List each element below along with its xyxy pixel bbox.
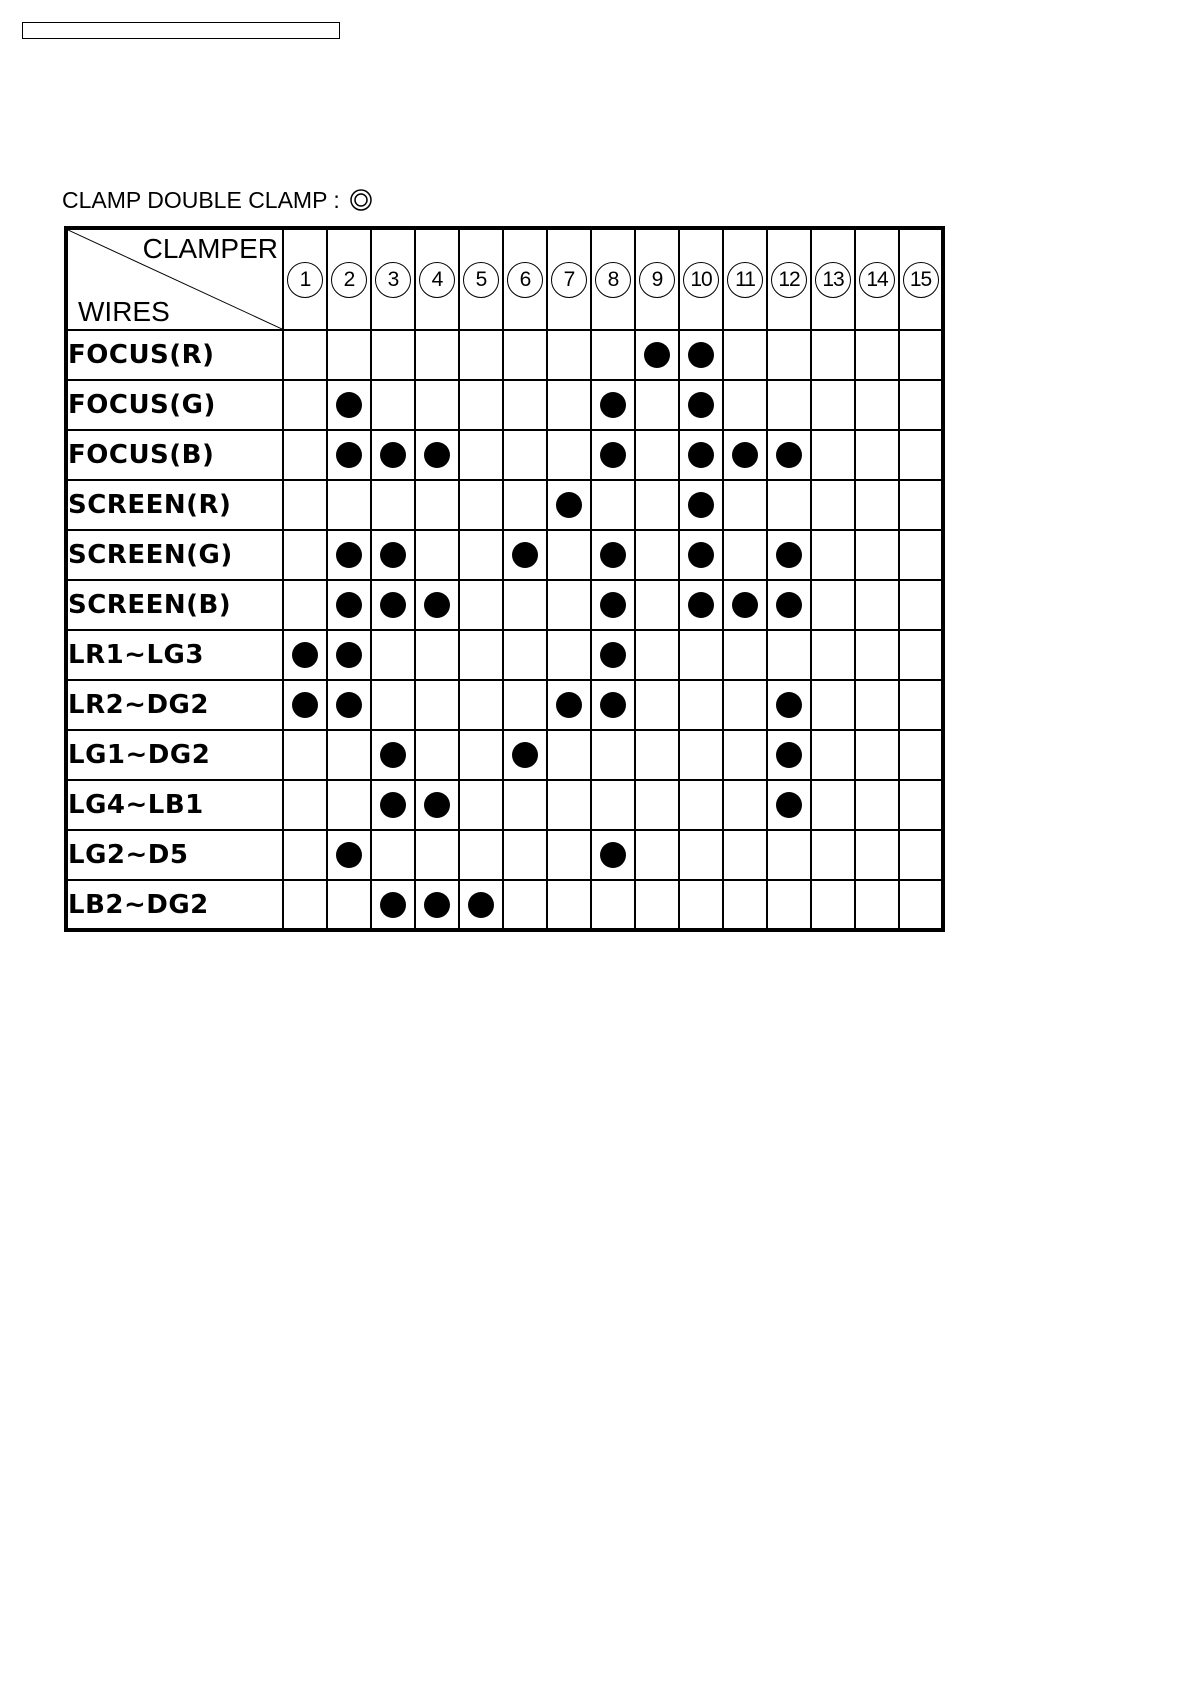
clamp-cell [723,630,767,680]
clamp-cell [327,580,371,630]
clamp-cell [855,730,899,780]
clamp-cell [459,680,503,730]
clamp-cell [415,530,459,580]
clamp-cell [679,380,723,430]
clamp-cell [899,630,943,680]
clamp-cell [503,680,547,730]
clamp-cell [503,480,547,530]
table-row [66,730,943,780]
clamp-cell [591,330,635,380]
clamp-cell [899,480,943,530]
clamp-cell [459,430,503,480]
clamp-cell [415,330,459,380]
clamp-cell [547,780,591,830]
clamper-number: 4 [419,262,455,298]
clamp-cell [899,330,943,380]
clamp-cell [503,580,547,630]
clamp-cell [503,780,547,830]
clamp-dot-icon [336,592,362,618]
clamp-dot-icon [424,592,450,618]
clamp-cell [855,380,899,430]
clamp-cell [855,680,899,730]
clamp-cell [327,730,371,780]
clamp-cell [635,430,679,480]
clamp-dot-icon [336,692,362,718]
clamp-cell [591,380,635,430]
clamper-column-header [459,228,503,330]
clamp-cell [459,480,503,530]
clamp-cell [679,580,723,630]
clamper-number: 8 [595,262,631,298]
clamp-cell [371,530,415,580]
clamp-dot-icon [512,742,538,768]
clamp-cell [503,430,547,480]
clamper-column-header [547,228,591,330]
clamp-cell [767,780,811,830]
clamp-cell [635,380,679,430]
clamp-dot-icon [600,642,626,668]
wire-name: LB2~DG2 [66,880,283,930]
clamp-dot-icon [644,342,670,368]
clamp-cell [371,730,415,780]
clamp-cell [283,480,327,530]
corner-header-cell [66,228,283,330]
clamp-cell [679,780,723,830]
clamper-number: 11 [727,262,763,298]
clamp-cell [679,480,723,530]
clamp-cell [415,730,459,780]
clamp-cell [415,880,459,930]
clamp-cell [327,430,371,480]
clamp-cell [371,880,415,930]
clamp-cell [855,630,899,680]
clamp-cell [459,880,503,930]
clamper-column-header [855,228,899,330]
clamp-cell [767,480,811,530]
wire-name: LG1~DG2 [66,730,283,780]
clamp-cell [811,680,855,730]
clamp-cell [591,880,635,930]
table-row [66,380,943,430]
clamp-cell [767,730,811,780]
clamp-cell [679,730,723,780]
clamp-cell [767,330,811,380]
clamp-cell [503,330,547,380]
clamp-cell [767,680,811,730]
clamper-number: 7 [551,262,587,298]
clamp-cell [459,380,503,430]
clamper-number: 15 [903,262,939,298]
clamp-dot-icon [424,892,450,918]
clamper-label: CLAMPER [142,233,278,264]
clamp-cell [899,380,943,430]
clamp-cell [371,480,415,530]
table-header-row [66,228,943,330]
clamper-column-header [811,228,855,330]
clamp-cell [503,530,547,580]
table-body [66,330,943,930]
clamp-cell [547,880,591,930]
clamp-cell [635,530,679,580]
clamp-cell [899,830,943,880]
clamp-cell [327,480,371,530]
clamp-cell [547,330,591,380]
clamp-cell [635,330,679,380]
clamp-dot-icon [468,892,494,918]
clamp-cell [371,780,415,830]
clamp-cell [459,730,503,780]
clamp-cell [459,580,503,630]
clamp-cell [679,430,723,480]
clamp-cell [459,330,503,380]
clamp-cell [371,580,415,630]
clamp-cell [591,730,635,780]
clamp-cell [503,880,547,930]
clamp-cell [899,680,943,730]
clamp-dot-icon [292,642,318,668]
clamp-cell [811,730,855,780]
clamp-cell [503,730,547,780]
clamp-cell [635,730,679,780]
clamp-dot-icon [776,592,802,618]
wire-name: SCREEN(R) [66,480,283,530]
clamp-cell [855,530,899,580]
clamp-cell [855,580,899,630]
clamper-column-header [283,228,327,330]
double-circle-icon [350,189,372,211]
clamp-cell [547,630,591,680]
clamp-cell [899,730,943,780]
clamp-dot-icon [336,442,362,468]
wire-name: SCREEN(G) [66,530,283,580]
clamp-cell [591,480,635,530]
clamp-cell [283,780,327,830]
clamper-column-header [371,228,415,330]
clamp-dot-icon [688,442,714,468]
clamp-cell [327,830,371,880]
clamp-dot-icon [336,842,362,868]
header-box [22,22,340,39]
table-row [66,680,943,730]
clamp-cell [371,330,415,380]
clamper-column-header [503,228,547,330]
clamp-cell [591,680,635,730]
clamp-dot-icon [424,792,450,818]
clamp-dot-icon [688,342,714,368]
clamp-cell [723,430,767,480]
clamp-cell [547,430,591,480]
clamp-dot-icon [688,542,714,568]
clamp-cell [811,330,855,380]
clamper-column-header [679,228,723,330]
clamp-dot-icon [292,692,318,718]
table-row [66,530,943,580]
clamp-cell [547,830,591,880]
clamp-cell [547,730,591,780]
clamp-cell [811,380,855,430]
clamp-cell [327,880,371,930]
clamper-column-header [327,228,371,330]
clamp-cell [635,830,679,880]
clamp-cell [327,630,371,680]
clamp-dot-icon [380,442,406,468]
clamp-dot-icon [776,742,802,768]
clamp-cell [591,530,635,580]
clamp-dot-icon [512,542,538,568]
clamper-column-header [899,228,943,330]
clamper-number: 9 [639,262,675,298]
clamp-cell [635,480,679,530]
clamp-dot-icon [380,542,406,568]
clamp-cell [371,830,415,880]
clamp-cell [283,680,327,730]
clamp-dot-icon [600,692,626,718]
legend-text: CLAMP DOUBLE CLAMP : [62,187,340,213]
clamp-dot-icon [776,692,802,718]
clamp-cell [415,780,459,830]
clamp-dot-icon [556,492,582,518]
clamp-cell [283,430,327,480]
clamp-dot-icon [380,742,406,768]
clamp-cell [811,530,855,580]
clamp-cell [723,330,767,380]
clamp-cell [811,830,855,880]
clamp-cell [547,580,591,630]
clamper-number: 3 [375,262,411,298]
wire-name: LG2~D5 [66,830,283,880]
clamp-cell [547,680,591,730]
wire-name: SCREEN(B) [66,580,283,630]
clamper-number: 10 [683,262,719,298]
clamp-cell [811,430,855,480]
clamp-cell [371,630,415,680]
clamp-cell [767,380,811,430]
clamp-cell [811,580,855,630]
clamp-cell [283,730,327,780]
clamp-dot-icon [600,592,626,618]
clamp-cell [327,330,371,380]
clamp-cell [591,780,635,830]
clamp-cell [635,880,679,930]
clamp-cell [767,880,811,930]
clamp-cell [855,430,899,480]
clamp-cell [767,830,811,880]
table-row [66,780,943,830]
clamp-cell [723,880,767,930]
wire-name: FOCUS(R) [66,330,283,380]
clamp-cell [591,430,635,480]
clamp-dot-icon [336,642,362,668]
clamp-cell [855,330,899,380]
clamp-cell [723,680,767,730]
wire-name: LR2~DG2 [66,680,283,730]
clamp-cell [899,880,943,930]
clamp-cell [283,330,327,380]
clamp-cell [679,880,723,930]
clamp-cell [415,680,459,730]
clamp-cell [503,630,547,680]
clamp-cell [767,430,811,480]
clamp-wire-table [64,226,945,932]
clamp-cell [723,730,767,780]
table-row [66,830,943,880]
table-row [66,580,943,630]
clamp-dot-icon [600,442,626,468]
clamp-cell [503,830,547,880]
clamp-cell [547,530,591,580]
clamp-cell [459,780,503,830]
clamp-cell [855,780,899,830]
clamp-dot-icon [688,592,714,618]
clamp-cell [767,580,811,630]
clamp-cell [899,580,943,630]
clamp-cell [591,830,635,880]
clamp-cell [591,580,635,630]
clamper-number: 12 [771,262,807,298]
clamp-cell [415,480,459,530]
clamp-cell [723,380,767,430]
clamp-dot-icon [424,442,450,468]
clamper-column-header [767,228,811,330]
clamp-cell [327,680,371,730]
wire-name: FOCUS(B) [66,430,283,480]
clamper-number: 5 [463,262,499,298]
clamp-cell [811,480,855,530]
clamp-cell [547,380,591,430]
clamp-cell [283,830,327,880]
clamper-column-header [591,228,635,330]
clamp-cell [723,580,767,630]
clamp-cell [283,530,327,580]
clamp-cell [415,630,459,680]
table-row [66,630,943,680]
clamp-cell [679,630,723,680]
clamp-cell [679,680,723,730]
clamper-column-header [635,228,679,330]
clamp-cell [415,580,459,630]
clamp-cell [591,630,635,680]
clamp-cell [371,380,415,430]
clamp-dot-icon [380,892,406,918]
clamp-dot-icon [600,392,626,418]
clamp-cell [327,530,371,580]
clamp-dot-icon [688,392,714,418]
clamp-cell [283,630,327,680]
clamp-dot-icon [380,592,406,618]
clamp-cell [811,630,855,680]
clamper-number: 14 [859,262,895,298]
clamp-cell [899,430,943,480]
clamper-number: 13 [815,262,851,298]
clamp-cell [635,780,679,830]
clamp-cell [327,380,371,430]
clamp-cell [679,530,723,580]
clamp-cell [415,830,459,880]
clamp-dot-icon [732,442,758,468]
clamp-cell [459,830,503,880]
clamp-cell [415,380,459,430]
clamp-cell [635,630,679,680]
table-row [66,480,943,530]
table-row [66,880,943,930]
clamp-cell [767,630,811,680]
clamp-cell [899,530,943,580]
clamper-column-header [723,228,767,330]
clamp-dot-icon [776,792,802,818]
clamp-cell [811,880,855,930]
wire-name: FOCUS(G) [66,380,283,430]
clamp-cell [679,830,723,880]
clamp-dot-icon [336,392,362,418]
clamp-cell [855,880,899,930]
clamp-cell [547,480,591,530]
clamp-cell [503,380,547,430]
clamp-cell [855,480,899,530]
clamp-cell [855,830,899,880]
clamp-cell [767,530,811,580]
clamp-dot-icon [732,592,758,618]
clamp-cell [811,780,855,830]
table-row [66,430,943,480]
clamp-dot-icon [380,792,406,818]
clamp-legend [62,186,372,214]
clamper-column-header [415,228,459,330]
clamp-cell [723,780,767,830]
clamper-number: 1 [287,262,323,298]
clamp-cell [459,630,503,680]
clamp-cell [899,780,943,830]
clamp-cell [371,430,415,480]
clamp-cell [635,680,679,730]
clamp-cell [283,880,327,930]
wire-name: LG4~LB1 [66,780,283,830]
clamper-number: 6 [507,262,543,298]
clamp-cell [283,580,327,630]
wire-name: LR1~LG3 [66,630,283,680]
clamp-dot-icon [600,542,626,568]
clamp-cell [327,780,371,830]
clamp-cell [635,580,679,630]
clamp-cell [283,380,327,430]
clamp-dot-icon [688,492,714,518]
table-row [66,330,943,380]
clamper-number: 2 [331,262,367,298]
clamp-cell [371,680,415,730]
clamp-dot-icon [336,542,362,568]
clamp-cell [679,330,723,380]
clamp-cell [723,830,767,880]
clamp-dot-icon [776,442,802,468]
clamp-cell [723,530,767,580]
clamp-cell [459,530,503,580]
clamp-dot-icon [556,692,582,718]
wires-label: WIRES [78,296,170,327]
clamp-cell [723,480,767,530]
clamp-dot-icon [776,542,802,568]
clamp-cell [415,430,459,480]
clamp-dot-icon [600,842,626,868]
